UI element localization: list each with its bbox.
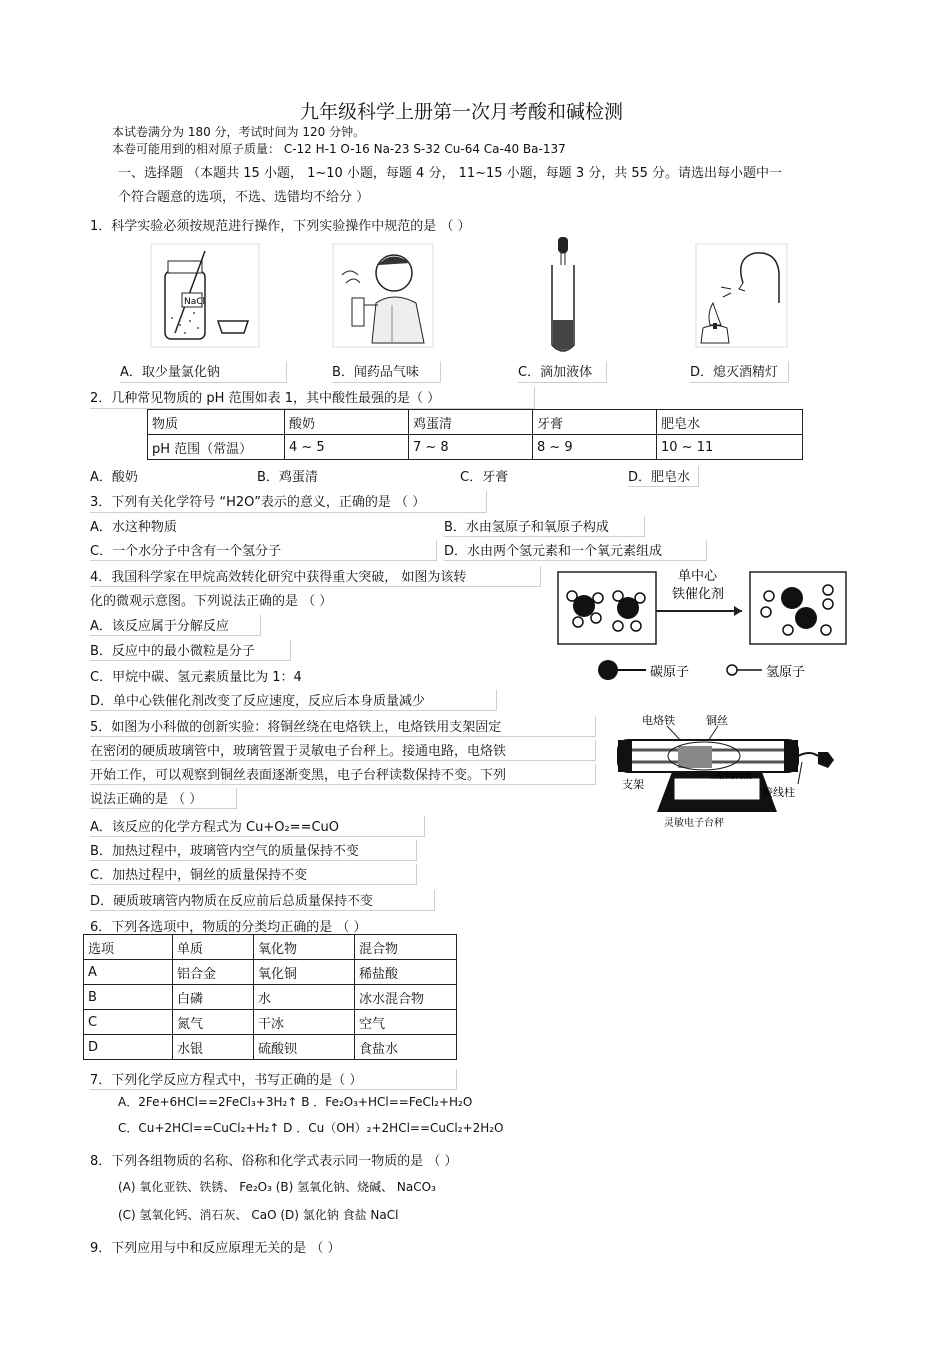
classification-cell: 氮气 [173, 1010, 254, 1035]
classification-cell: B [84, 985, 173, 1010]
question-7-stem: 7．下列化学反应方程式中，书写正确的是（ ） [90, 1069, 457, 1090]
q1-option-b[interactable]: B．闻药品气味 [332, 361, 441, 383]
ph-table-cell: 7 ~ 8 [409, 435, 533, 460]
q7-options-ab[interactable]: A．2Fe+6HCl==2FeCl₃+3H₂↑ B ．Fe₂O₃+HCl==FeCl₂+H₂O [118, 1095, 473, 1109]
blowing-lamp-figure [695, 243, 788, 348]
question-5-stem-3: 开始工作，可以观察到铜丝表面逐渐变黑，电子台秤读数保持不变。下列 [90, 764, 596, 785]
question-1-stem: 1．科学实验必须按规范进行操作，下列实验操作中规范的是 （ ） [90, 219, 471, 234]
question-5-stem-4: 说法正确的是 （ ） [90, 788, 237, 809]
q2-option-b[interactable]: B．鸡蛋清 [257, 470, 318, 485]
question-6-stem: 6．下列各选项中，物质的分类均正确的是 （ ） [90, 920, 367, 935]
q1-option-c[interactable]: C．滴加液体 [518, 361, 607, 383]
smelling-figure [332, 243, 434, 348]
classification-cell: 选项 [84, 935, 173, 960]
ph-table-cell: 鸡蛋清 [409, 410, 533, 435]
q5-option-b[interactable]: B．加热过程中，玻璃管内空气的质量保持不变 [90, 840, 417, 861]
legend-carbon: 碳原子 [650, 665, 690, 680]
classification-cell: 水银 [173, 1035, 254, 1060]
exam-info: 本试卷满分为 180 分，考试时间为 120 分钟。 [112, 125, 366, 139]
classification-cell: 硫酸钡 [254, 1035, 355, 1060]
atomic-mass-info: 本卷可能用到的相对原子质量： C-12 H-1 O-16 Na-23 S-32 Cu-64 Ca-40 Ba-137 [112, 142, 566, 156]
classification-table [83, 934, 457, 1060]
q1-option-a[interactable]: A．取少量氯化钠 [120, 361, 287, 383]
q8-options-ab[interactable]: (A) 氧化亚铁、铁锈、 Fe₂O₃ (B) 氢氧化钠、烧碱、 NaCO₃ [118, 1180, 436, 1194]
ph-table-cell: 肥皂水 [657, 410, 803, 435]
classification-cell: 稀盐酸 [355, 960, 457, 985]
ph-table-cell: 8 ~ 9 [533, 435, 657, 460]
classification-cell: 氧化物 [254, 935, 355, 960]
q5-option-c[interactable]: C．加热过程中，铜丝的质量保持不变 [90, 864, 417, 885]
section-instruction-cont: 个符合题意的选项，不选、选错均不给分 ） [118, 190, 370, 205]
ph-table-cell: 10 ~ 11 [657, 435, 803, 460]
legend-hydrogen: 氢原子 [766, 665, 806, 680]
q4-option-c[interactable]: C．甲烷中碳、氢元素质量比为 1：4 [90, 670, 302, 685]
q3-option-d[interactable]: D．水由两个氢元素和一个氧元素组成 [444, 540, 707, 561]
page-title: 九年级科学上册第一次月考酸和碱检测 [300, 101, 624, 123]
classification-cell: 铝合金 [173, 960, 254, 985]
question-5-stem-2: 在密闭的硬质玻璃管中，玻璃管置于灵敏电子台秤上。接通电路，电烙铁 [90, 740, 596, 761]
soldering-iron-figure [612, 712, 842, 832]
classification-cell: 食盐水 [355, 1035, 457, 1060]
q2-option-d[interactable]: D．肥皂水 [628, 466, 699, 487]
classification-cell: 冰水混合物 [355, 985, 457, 1010]
q4-option-a[interactable]: A．该反应属于分解反应 [90, 615, 261, 636]
methane-reaction-figure [556, 568, 851, 683]
ph-table-cell: 物质 [148, 410, 285, 435]
classification-cell: 干冰 [254, 1010, 355, 1035]
catalyst-label-1: 单中心 [678, 569, 718, 584]
ph-table-cell: pH 范围（常温） [148, 435, 285, 460]
q3-option-a[interactable]: A．水这种物质 [90, 520, 177, 535]
q8-options-cd[interactable]: (C) 氢氧化钙、消石灰、 CaO (D) 氯化钠 食盐 NaCl [118, 1208, 399, 1222]
classification-cell: C [84, 1010, 173, 1035]
q5-option-d[interactable]: D．硬质玻璃管内物质在反应前后总质量保持不变 [90, 890, 435, 911]
q2-option-c[interactable]: C．牙膏 [460, 470, 509, 485]
question-3-stem: 3．下列有关化学符号 “H2O”表示的意义，正确的是 （ ） [90, 491, 487, 513]
question-4-stem-cont: 化的微观示意图。下列说法正确的是 （ ） [90, 594, 333, 609]
terminal-label: 接线柱 [762, 786, 795, 799]
question-9-stem: 9．下列应用与中和反应原理无关的是 （ ） [90, 1241, 341, 1256]
catalyst-label-2: 铁催化剂 [672, 587, 725, 602]
q7-options-cd[interactable]: C．Cu+2HCl==CuCl₂+H₂↑ D ．Cu（OH）₂+2HCl==CuCl₂+2H₂O [118, 1121, 504, 1135]
classification-cell: D [84, 1035, 173, 1060]
dropper-figure [548, 235, 580, 360]
q1-option-d[interactable]: D．熄灭酒精灯 [690, 361, 789, 383]
classification-cell: 水 [254, 985, 355, 1010]
classification-cell: 单质 [173, 935, 254, 960]
section-instruction: 一、选择题 （本题共 15 小题， 1~10 小题，每题 4 分， 11~15 小题，每题 3 分，共 55 分。请选出每小题中一 [118, 166, 783, 181]
question-5-stem: 5．如图为小科做的创新实验：将铜丝绕在电烙铁上，电烙铁用支架固定 [90, 716, 596, 737]
credit-label: 王刚食新绘制 [710, 772, 752, 780]
iron-label: 电烙铁 [642, 714, 675, 727]
classification-cell: 氧化铜 [254, 960, 355, 985]
classification-cell: A [84, 960, 173, 985]
classification-cell: 混合物 [355, 935, 457, 960]
ph-table-cell: 酸奶 [285, 410, 409, 435]
question-8-stem: 8．下列各组物质的名称、俗称和化学式表示同一物质的是 （ ） [90, 1154, 458, 1169]
q2-option-a[interactable]: A．酸奶 [90, 470, 138, 485]
scale-label: 灵敏电子台秤 [664, 818, 724, 829]
ph-table-cell: 牙膏 [533, 410, 657, 435]
jar-label: NaCl [184, 297, 206, 307]
q5-option-a[interactable]: A．该反应的化学方程式为 Cu+O₂==CuO [90, 816, 425, 837]
q4-option-b[interactable]: B．反应中的最小微粒是分子 [90, 640, 291, 661]
nacl-jar-figure [150, 243, 260, 348]
classification-cell: 白磷 [173, 985, 254, 1010]
ph-table [147, 409, 803, 460]
stand-label: 支架 [622, 778, 644, 791]
question-4-stem: 4．我国科学家在甲烷高效转化研究中获得重大突破， 如图为该转 [90, 566, 541, 587]
q4-option-d[interactable]: D．单中心铁催化剂改变了反应速度，反应后本身质量减少 [90, 690, 497, 711]
question-2-stem: 2．几种常见物质的 pH 范围如表 1，其中酸性最强的是（ ） [90, 387, 535, 409]
q3-option-c[interactable]: C．一个水分子中含有一个氢分子 [90, 540, 437, 561]
classification-cell: 空气 [355, 1010, 457, 1035]
q3-option-b[interactable]: B．水由氢原子和氧原子构成 [444, 516, 645, 537]
ph-table-cell: 4 ~ 5 [285, 435, 409, 460]
copper-label: 铜丝 [706, 714, 728, 727]
